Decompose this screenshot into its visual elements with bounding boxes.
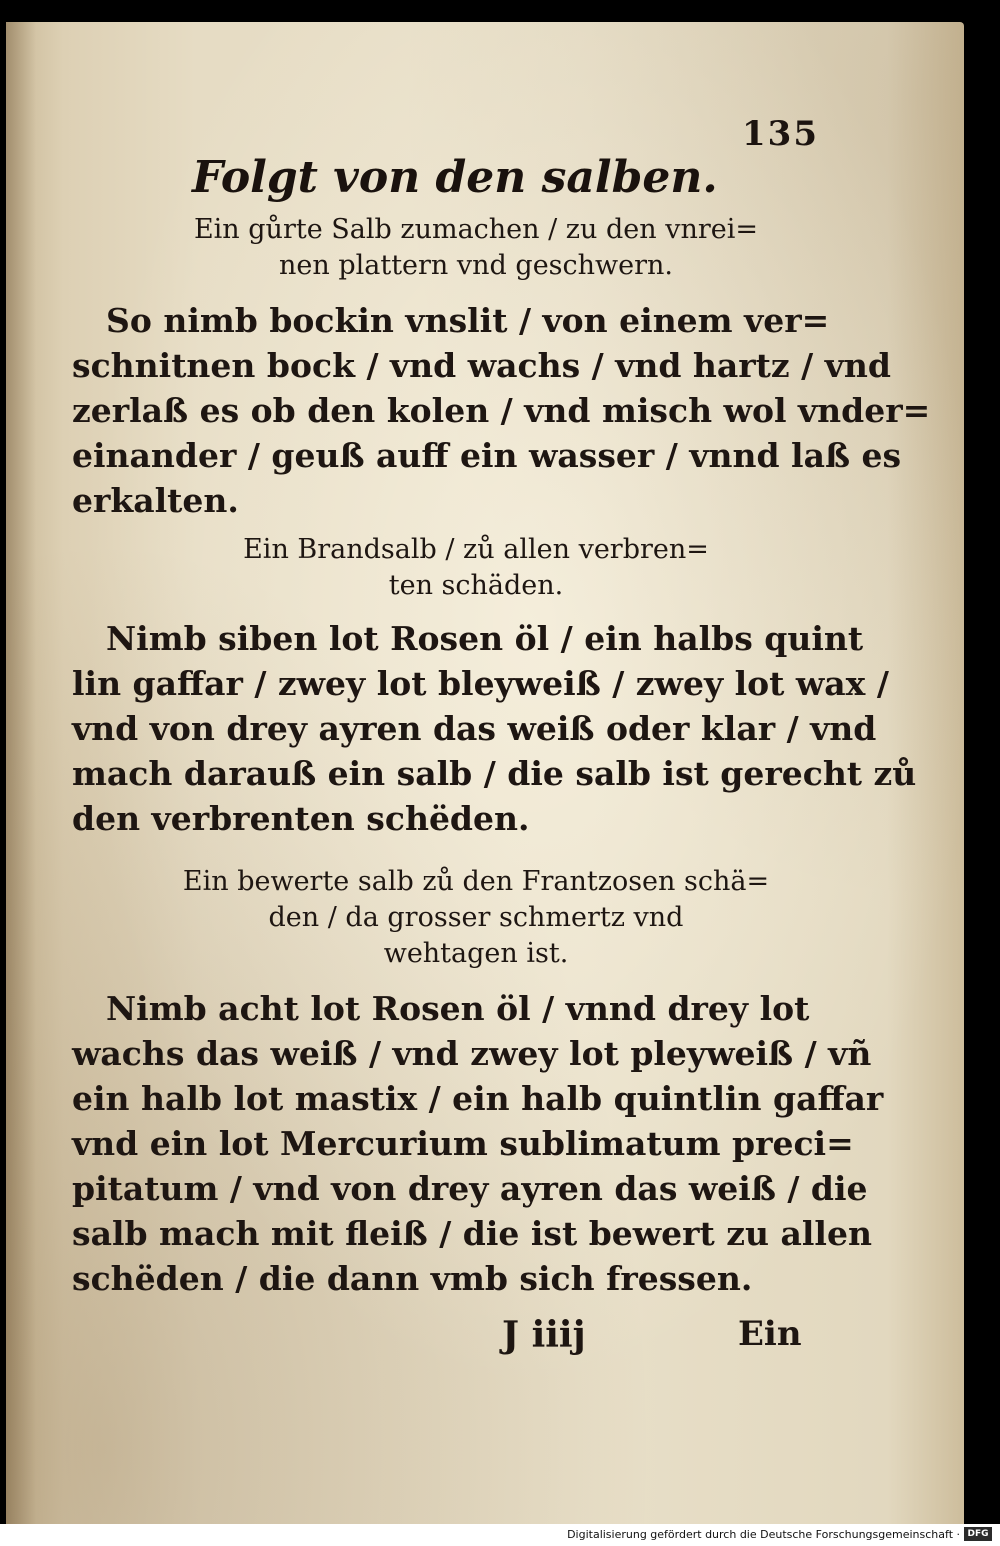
heading-line: Ein Brandsalb / zů allen verbren= — [243, 534, 709, 565]
body-line: Nimb siben lot Rosen öl / ein halbs quint — [106, 619, 864, 658]
body-line: wachs das weiß / vnd zwey lot pleyweiß / vñ — [72, 1034, 872, 1073]
body-line: einander / geuß auff ein wasser / vnnd laß es — [72, 436, 902, 475]
body-line: mach darauß ein salb / die salb ist gerecht zů — [72, 754, 917, 793]
section-1-heading — [106, 212, 846, 284]
body-line: salb mach mit fleiß / die ist bewert zu allen — [72, 1214, 872, 1253]
running-head: Folgt von den salben. — [192, 152, 718, 203]
heading-line: Ein gůrte Salb zumachen / zu den vnrei= — [193, 214, 759, 245]
section-3-body — [72, 986, 883, 1301]
body-line: vnd ein lot Mercurium sublimatum preci= — [72, 1124, 854, 1163]
heading-line: nen plattern vnd geschwern. — [278, 250, 674, 281]
body-line: den verbrenten schëden. — [72, 799, 530, 838]
folio-number: 135 — [742, 114, 819, 154]
body-line: lin gaffar / zwey lot bleyweiß / zwey lot wax / — [72, 664, 889, 703]
section-2-body — [72, 616, 916, 841]
body-line: schnitnen bock / vnd wachs / vnd hartz / vnd — [72, 346, 891, 385]
catchword: Ein — [738, 1314, 802, 1354]
body-line: erkalten. — [72, 481, 239, 520]
page-gutter-shadow — [6, 22, 36, 1524]
heading-line: wehtagen ist. — [383, 938, 569, 969]
body-line: Nimb acht lot Rosen öl / vnnd drey lot — [106, 989, 810, 1028]
body-line: zerlaß es ob den kolen / vnd misch wol vnder= — [72, 391, 931, 430]
section-3-heading — [106, 864, 846, 972]
footer-credit: Digitalisierung gefördert durch die Deutsche Forschungsgemeinschaft · — [567, 1528, 960, 1541]
section-2-heading — [106, 532, 846, 604]
heading-line: Ein bewerte salb zů den Frantzosen schä= — [182, 866, 770, 897]
section-1-body — [72, 298, 930, 523]
heading-line: ten schäden. — [388, 570, 564, 601]
heading-line: den / da grosser schmertz vnd — [268, 902, 684, 933]
body-line: vnd von drey ayren das weiß oder klar / vnd — [72, 709, 877, 748]
body-line: ein halb lot mastix / ein halb quintlin gaffar — [72, 1079, 884, 1118]
book-page — [6, 22, 964, 1524]
signature-mark: J iiij — [502, 1314, 586, 1356]
body-line: pitatum / vnd von drey ayren das weiß / die — [72, 1169, 868, 1208]
dfg-logo-icon: DFG — [964, 1527, 992, 1541]
body-line: So nimb bockin vnslit / von einem ver= — [106, 301, 830, 340]
body-line: schëden / die dann vmb sich fressen. — [72, 1259, 753, 1298]
